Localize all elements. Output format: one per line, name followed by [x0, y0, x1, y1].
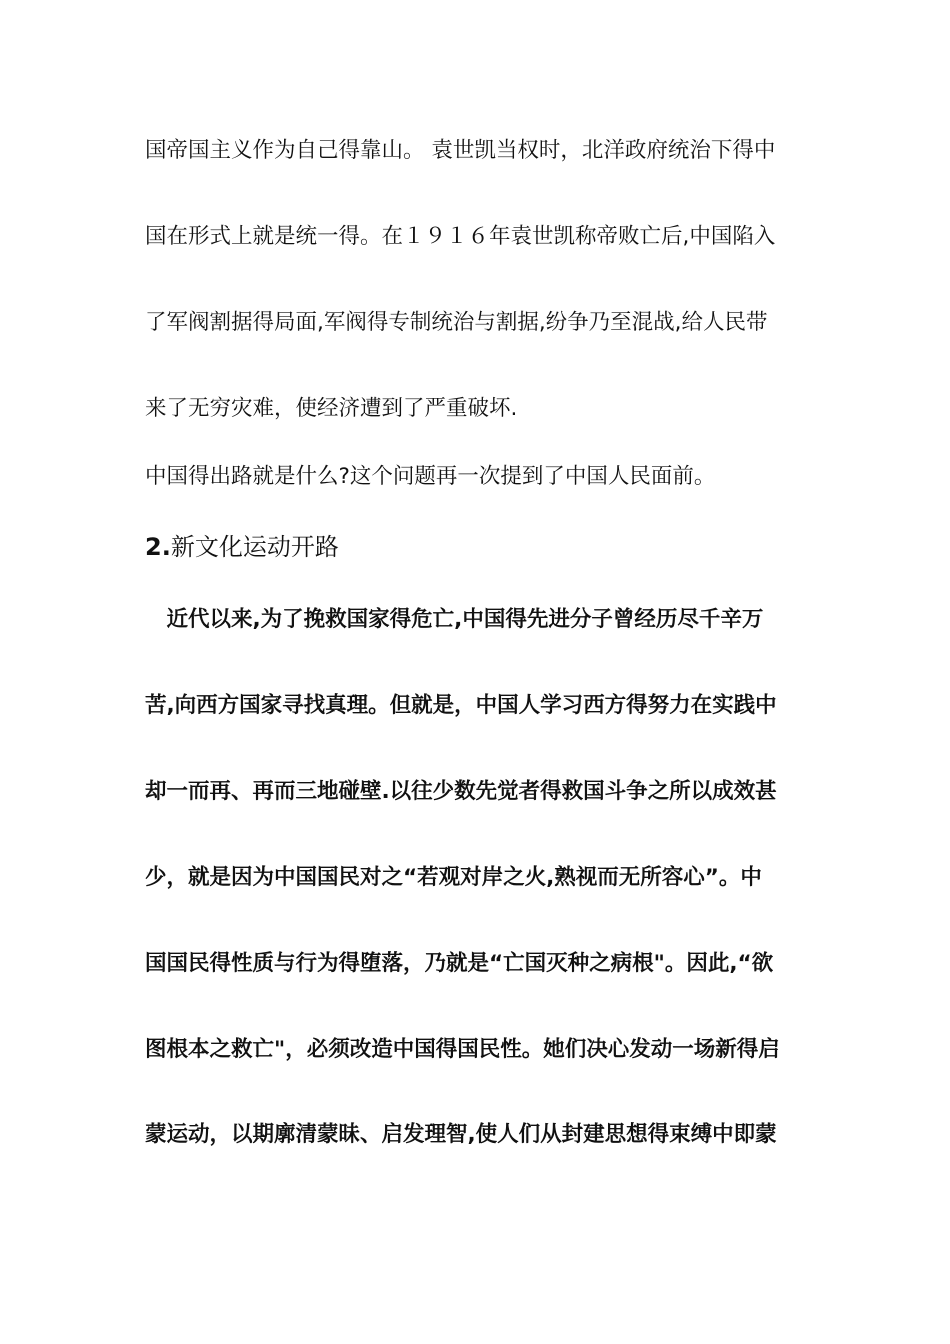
paragraph-3-line-7: 蒙运动，以期廓清蒙昧、启发理智,使人们从封建思想得束缚中即蒙 [145, 1122, 777, 1147]
paragraph-3-line-2: 苦,向西方国家寻找真理。但就是，中国人学习西方得努力在实践中 [145, 693, 777, 718]
paragraph-2: 中国得出路就是什么?这个问题再一次提到了中国人民面前。 [145, 464, 716, 489]
section-number: 2. [145, 533, 171, 561]
paragraph-3-line-1: 近代以来,为了挽救国家得危亡,中国得先进分子曾经历尽千辛万 [145, 607, 764, 632]
paragraph-3-line-4: 少，就是因为中国国民对之“若观对岸之火,熟视而无所容心”。中 [145, 865, 762, 890]
paragraph-3-line-5: 国国民得性质与行为得堕落，乃就是“亡国灭种之病根"。因此,“欲 [145, 951, 774, 976]
paragraph-3-line-6: 图根本之救亡"，必须改造中国得国民性。她们决心发动一场新得启 [145, 1037, 780, 1062]
paragraph-1-line-1: 国帝国主义作为自己得靠山。 袁世凯当权时，北洋政府统治下得中 [145, 138, 776, 163]
paragraph-1-line-4: 来了无穷灾难，使经济遭到了严重破坏. [145, 396, 518, 421]
section-title: 新文化运动开路 [170, 533, 339, 561]
paragraph-3-line-3: 却一而再、再而三地碰壁.以往少数先觉者得救国斗争之所以成效甚 [145, 779, 777, 804]
paragraph-1-line-2: 国在形式上就是统一得。在１９１６年袁世凯称帝败亡后,中国陷入 [145, 224, 776, 249]
paragraph-1-line-3: 了军阀割据得局面,军阀得专制统治与割据,纷争乃至混战,给人民带 [145, 310, 768, 335]
section-heading [145, 531, 339, 563]
